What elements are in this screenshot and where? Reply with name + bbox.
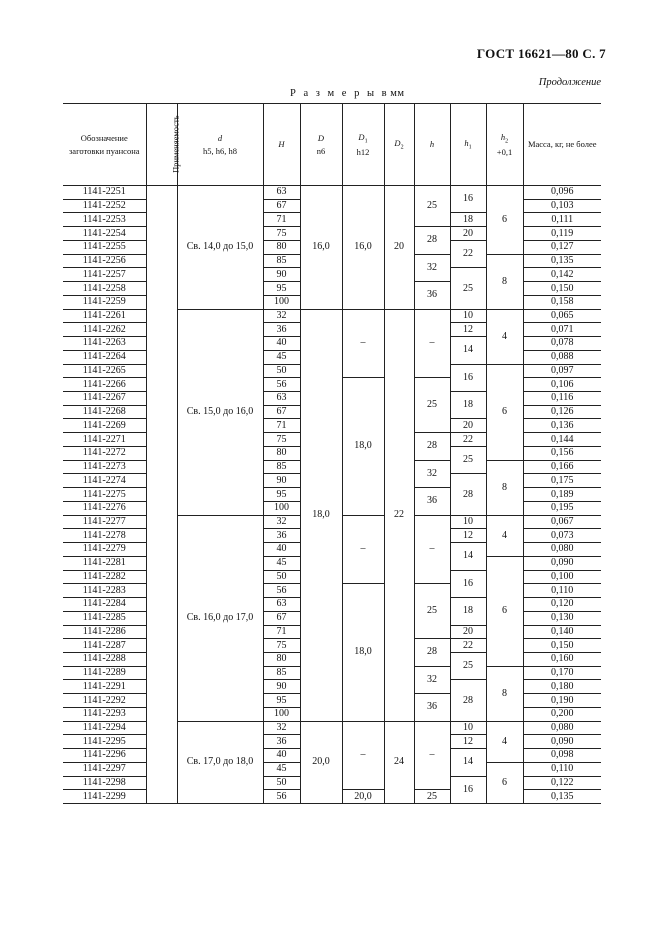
cell-h2: 6	[486, 762, 523, 803]
cell-h1: 22	[450, 240, 486, 267]
cell-code: 1141-2296	[63, 749, 146, 763]
cell-mass: 0,156	[523, 446, 601, 460]
col-D1-tolerance: h12	[356, 147, 370, 158]
dimensions-table	[63, 103, 601, 804]
cell-h2: 6	[486, 556, 523, 666]
cell-h2: 4	[486, 309, 523, 364]
cell-H: 80	[263, 446, 300, 460]
cell-mass: 0,116	[523, 392, 601, 406]
cell-code: 1141-2276	[63, 501, 146, 515]
cell-mass: 0,158	[523, 295, 601, 309]
cell-code: 1141-2283	[63, 584, 146, 598]
cell-H: 85	[263, 460, 300, 474]
table-row	[63, 721, 601, 735]
cell-H: 50	[263, 776, 300, 790]
cell-H: 63	[263, 598, 300, 612]
cell-mass: 0,120	[523, 598, 601, 612]
cell-H: 40	[263, 543, 300, 557]
cell-mass: 0,106	[523, 378, 601, 392]
cell-mass: 0,160	[523, 652, 601, 666]
cell-H: 75	[263, 227, 300, 241]
cell-apply	[146, 186, 177, 804]
cell-h2: 6	[486, 186, 523, 255]
cell-h1: 18	[450, 392, 486, 419]
cell-H: 56	[263, 584, 300, 598]
cell-h: 25	[414, 186, 450, 227]
col-h2-symbol: h	[500, 131, 506, 142]
cell-code: 1141-2255	[63, 240, 146, 254]
cell-code: 1141-2256	[63, 254, 146, 268]
cell-code: 1141-2278	[63, 529, 146, 543]
cell-h: 36	[414, 282, 450, 309]
col-D-symbol: D	[317, 133, 325, 144]
cell-H: 63	[263, 186, 300, 200]
cell-code: 1141-2254	[63, 227, 146, 241]
col-h1	[450, 104, 486, 186]
cell-H: 95	[263, 488, 300, 502]
cell-mass: 0,110	[523, 584, 601, 598]
cell-H: 100	[263, 707, 300, 721]
cell-D: 20,0	[300, 721, 342, 803]
cell-mass: 0,135	[523, 254, 601, 268]
cell-mass: 0,078	[523, 337, 601, 351]
cell-h: 36	[414, 694, 450, 721]
cell-h: 28	[414, 639, 450, 666]
cell-h1: 20	[450, 625, 486, 639]
cell-D1: –	[342, 309, 384, 378]
cell-code: 1141-2273	[63, 460, 146, 474]
cell-h: 25	[414, 790, 450, 804]
col-h-symbol: h	[429, 139, 435, 150]
cell-h: 32	[414, 460, 450, 487]
cell-h: 28	[414, 433, 450, 460]
cell-code: 1141-2295	[63, 735, 146, 749]
cell-code: 1141-2265	[63, 364, 146, 378]
cell-mass: 0,098	[523, 749, 601, 763]
cell-h1: 14	[450, 749, 486, 776]
col-H-symbol: H	[278, 139, 285, 150]
cell-mass: 0,126	[523, 405, 601, 419]
cell-code: 1141-2281	[63, 556, 146, 570]
cell-h: 28	[414, 227, 450, 254]
cell-D2: 22	[384, 309, 414, 721]
table-header-row	[63, 104, 601, 186]
cell-mass: 0,180	[523, 680, 601, 694]
col-h2	[486, 104, 523, 186]
cell-h1: 12	[450, 735, 486, 749]
cell-mass: 0,136	[523, 419, 601, 433]
cell-code: 1141-2293	[63, 707, 146, 721]
cell-h: 25	[414, 378, 450, 433]
cell-code: 1141-2284	[63, 598, 146, 612]
col-H	[263, 104, 300, 186]
col-applicability	[146, 104, 181, 186]
cell-mass: 0,142	[523, 268, 601, 282]
cell-h: 36	[414, 488, 450, 515]
col-mass: Масса, кг, не более	[523, 104, 601, 186]
cell-code: 1141-2299	[63, 790, 146, 804]
cell-h1: 22	[450, 639, 486, 653]
cell-code: 1141-2262	[63, 323, 146, 337]
cell-mass: 0,119	[523, 227, 601, 241]
cell-code: 1141-2275	[63, 488, 146, 502]
cell-h2: 4	[486, 721, 523, 762]
cell-mass: 0,189	[523, 488, 601, 502]
cell-code: 1141-2294	[63, 721, 146, 735]
cell-code: 1141-2274	[63, 474, 146, 488]
cell-D1: –	[342, 721, 384, 790]
cell-H: 32	[263, 515, 300, 529]
cell-mass: 0,170	[523, 666, 601, 680]
cell-code: 1141-2258	[63, 282, 146, 296]
cell-h1: 28	[450, 474, 486, 515]
cell-h1: 16	[450, 364, 486, 391]
cell-H: 71	[263, 213, 300, 227]
cell-H: 95	[263, 282, 300, 296]
cell-h1: 14	[450, 543, 486, 570]
col-D1-symbol: D	[358, 131, 365, 142]
cell-H: 90	[263, 474, 300, 488]
sizes-caption	[290, 88, 405, 99]
standard-header: ГОСТ 16621—80 С. 7	[476, 46, 606, 61]
cell-h1: 10	[450, 309, 486, 323]
cell-H: 40	[263, 337, 300, 351]
cell-h1: 22	[450, 433, 486, 447]
cell-mass: 0,097	[523, 364, 601, 378]
cell-code: 1141-2271	[63, 433, 146, 447]
cell-h2: 8	[486, 254, 523, 309]
cell-mass: 0,100	[523, 570, 601, 584]
cell-mass: 0,130	[523, 611, 601, 625]
cell-H: 100	[263, 501, 300, 515]
cell-H: 80	[263, 652, 300, 666]
cell-mass: 0,080	[523, 721, 601, 735]
cell-H: 56	[263, 378, 300, 392]
cell-code: 1141-2263	[63, 337, 146, 351]
cell-code: 1141-2288	[63, 652, 146, 666]
cell-mass: 0,135	[523, 790, 601, 804]
cell-h2: 8	[486, 666, 523, 721]
cell-code: 1141-2261	[63, 309, 146, 323]
cell-mass: 0,140	[523, 625, 601, 639]
table-body	[63, 186, 601, 804]
cell-code: 1141-2257	[63, 268, 146, 282]
cell-H: 50	[263, 570, 300, 584]
cell-h2: 6	[486, 364, 523, 460]
cell-mass: 0,150	[523, 639, 601, 653]
cell-code: 1141-2291	[63, 680, 146, 694]
col-h	[414, 104, 450, 186]
cell-H: 75	[263, 433, 300, 447]
cell-h1: 10	[450, 721, 486, 735]
col-d	[177, 104, 263, 186]
cell-D: 18,0	[300, 309, 342, 721]
cell-mass: 0,090	[523, 556, 601, 570]
cell-mass: 0,071	[523, 323, 601, 337]
cell-H: 85	[263, 666, 300, 680]
cell-code: 1141-2292	[63, 694, 146, 708]
cell-h2: 8	[486, 460, 523, 515]
cell-H: 75	[263, 639, 300, 653]
cell-code: 1141-2297	[63, 762, 146, 776]
cell-H: 90	[263, 680, 300, 694]
continuation-label: Продолжение	[538, 77, 601, 88]
cell-h1: 25	[450, 268, 486, 309]
cell-code: 1141-2286	[63, 625, 146, 639]
cell-mass: 0,110	[523, 762, 601, 776]
cell-D1: 20,0	[342, 790, 384, 804]
sizes-unit: в мм	[381, 88, 405, 99]
cell-mass: 0,096	[523, 186, 601, 200]
col-h2-tolerance: +0,1	[496, 147, 513, 158]
cell-mass: 0,200	[523, 707, 601, 721]
cell-h1: 12	[450, 529, 486, 543]
cell-H: 67	[263, 405, 300, 419]
cell-code: 1141-2298	[63, 776, 146, 790]
cell-code: 1141-2285	[63, 611, 146, 625]
cell-h: –	[414, 515, 450, 584]
cell-d: Св. 17,0 до 18,0	[177, 721, 263, 803]
cell-H: 45	[263, 350, 300, 364]
col-d-symbol: d	[217, 133, 223, 144]
cell-code: 1141-2259	[63, 295, 146, 309]
col-designation: Обозначение заготовки пуансона	[63, 104, 146, 186]
cell-H: 95	[263, 694, 300, 708]
cell-mass: 0,088	[523, 350, 601, 364]
col-applicability-label: Применяемость	[170, 115, 181, 174]
col-h1-subscript: 1	[468, 144, 472, 151]
col-D2-symbol: D	[394, 137, 401, 148]
cell-H: 100	[263, 295, 300, 309]
cell-H: 45	[263, 556, 300, 570]
cell-D2: 24	[384, 721, 414, 803]
cell-H: 36	[263, 529, 300, 543]
table-row	[63, 186, 601, 200]
cell-code: 1141-2267	[63, 392, 146, 406]
col-h2-subscript: 2	[505, 138, 509, 145]
cell-h1: 20	[450, 419, 486, 433]
cell-mass: 0,144	[523, 433, 601, 447]
cell-mass: 0,090	[523, 735, 601, 749]
col-d-tolerance: h5, h6, h8	[203, 145, 237, 156]
cell-mass: 0,122	[523, 776, 601, 790]
cell-code: 1141-2252	[63, 199, 146, 213]
cell-H: 67	[263, 199, 300, 213]
cell-mass: 0,175	[523, 474, 601, 488]
sizes-label: Р а з м е р ы	[290, 88, 377, 99]
cell-h1: 16	[450, 776, 486, 803]
col-h1-symbol: h	[464, 137, 469, 148]
col-D-tolerance: n6	[316, 145, 326, 156]
cell-code: 1141-2268	[63, 405, 146, 419]
cell-h1: 16	[450, 186, 486, 213]
cell-H: 32	[263, 721, 300, 735]
cell-h1: 16	[450, 570, 486, 597]
cell-mass: 0,073	[523, 529, 601, 543]
cell-code: 1141-2266	[63, 378, 146, 392]
cell-D1: –	[342, 515, 384, 584]
cell-H: 63	[263, 392, 300, 406]
cell-code: 1141-2282	[63, 570, 146, 584]
cell-h1: 18	[450, 213, 486, 227]
cell-D2: 20	[384, 186, 414, 310]
col-D1	[342, 104, 384, 186]
cell-H: 45	[263, 762, 300, 776]
cell-d: Св. 14,0 до 15,0	[177, 186, 263, 310]
cell-h: –	[414, 309, 450, 378]
cell-D1: 16,0	[342, 186, 384, 310]
cell-mass: 0,103	[523, 199, 601, 213]
cell-h1: 20	[450, 227, 486, 241]
cell-H: 71	[263, 419, 300, 433]
cell-code: 1141-2272	[63, 446, 146, 460]
cell-h1: 18	[450, 598, 486, 625]
cell-mass: 0,195	[523, 501, 601, 515]
cell-d: Св. 15,0 до 16,0	[177, 309, 263, 515]
cell-H: 80	[263, 240, 300, 254]
cell-h: 32	[414, 254, 450, 281]
col-D2	[384, 104, 414, 186]
cell-h: 32	[414, 666, 450, 693]
cell-mass: 0,067	[523, 515, 601, 529]
cell-code: 1141-2269	[63, 419, 146, 433]
cell-mass: 0,190	[523, 694, 601, 708]
cell-h1: 25	[450, 446, 486, 473]
cell-H: 67	[263, 611, 300, 625]
cell-H: 36	[263, 323, 300, 337]
cell-mass: 0,150	[523, 282, 601, 296]
cell-H: 56	[263, 790, 300, 804]
cell-H: 71	[263, 625, 300, 639]
cell-code: 1141-2253	[63, 213, 146, 227]
cell-H: 85	[263, 254, 300, 268]
table-row	[63, 309, 601, 323]
cell-mass: 0,127	[523, 240, 601, 254]
cell-h1: 25	[450, 652, 486, 679]
cell-mass: 0,111	[523, 213, 601, 227]
cell-D: 16,0	[300, 186, 342, 310]
cell-H: 36	[263, 735, 300, 749]
cell-mass: 0,166	[523, 460, 601, 474]
cell-h: 25	[414, 584, 450, 639]
cell-h1: 14	[450, 337, 486, 364]
col-D2-subscript: 2	[400, 144, 404, 151]
cell-mass: 0,080	[523, 543, 601, 557]
cell-H: 32	[263, 309, 300, 323]
cell-code: 1141-2289	[63, 666, 146, 680]
cell-h1: 12	[450, 323, 486, 337]
cell-D1: 18,0	[342, 584, 384, 721]
cell-code: 1141-2287	[63, 639, 146, 653]
cell-code: 1141-2277	[63, 515, 146, 529]
cell-H: 50	[263, 364, 300, 378]
cell-h1: 28	[450, 680, 486, 721]
cell-code: 1141-2279	[63, 543, 146, 557]
cell-H: 90	[263, 268, 300, 282]
cell-H: 40	[263, 749, 300, 763]
col-D1-subscript: 1	[364, 138, 368, 145]
cell-h1: 10	[450, 515, 486, 529]
cell-h2: 4	[486, 515, 523, 556]
cell-d: Св. 16,0 до 17,0	[177, 515, 263, 721]
cell-D1: 18,0	[342, 378, 384, 515]
cell-mass: 0,065	[523, 309, 601, 323]
cell-code: 1141-2251	[63, 186, 146, 200]
cell-h: –	[414, 721, 450, 790]
cell-code: 1141-2264	[63, 350, 146, 364]
col-D	[300, 104, 342, 186]
